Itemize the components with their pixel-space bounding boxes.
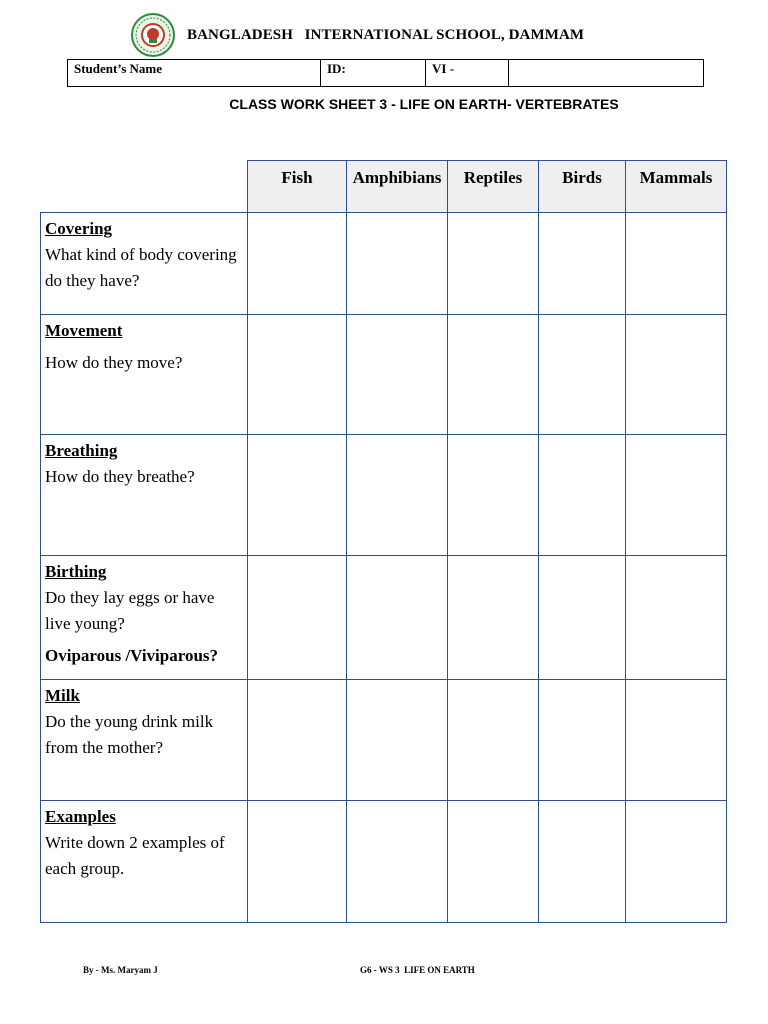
table-row <box>41 435 727 556</box>
column-header-reptiles: Reptiles <box>448 161 539 213</box>
answer-cell-fish[interactable] <box>248 315 347 435</box>
column-header-fish: Fish <box>248 161 347 213</box>
column-header-amphibians: Amphibians <box>347 161 448 213</box>
school-logo-icon <box>130 12 176 58</box>
answer-cell-reptiles[interactable] <box>448 801 539 923</box>
row-header-covering <box>41 213 248 315</box>
answer-cell-birds[interactable] <box>539 213 626 315</box>
answer-cell-reptiles[interactable] <box>448 680 539 801</box>
column-header-birds: Birds <box>539 161 626 213</box>
answer-cell-mammals[interactable] <box>626 680 727 801</box>
student-id-field[interactable]: ID: <box>321 60 426 87</box>
answer-cell-fish[interactable] <box>248 680 347 801</box>
answer-cell-birds[interactable] <box>539 435 626 556</box>
worksheet-title: CLASS WORK SHEET 3 - LIFE ON EARTH- VERTEBRATES <box>229 96 619 112</box>
answer-cell-reptiles[interactable] <box>448 556 539 680</box>
answer-cell-fish[interactable] <box>248 801 347 923</box>
row-label: Milk <box>45 686 80 705</box>
row-header-movement <box>41 315 248 435</box>
row-extra-question: Oviparous /Viviparous? <box>45 646 219 665</box>
answer-cell-amphibians[interactable] <box>347 680 448 801</box>
answer-cell-amphibians[interactable] <box>347 315 448 435</box>
answer-cell-amphibians[interactable] <box>347 556 448 680</box>
answer-cell-reptiles[interactable] <box>448 213 539 315</box>
row-question: Do the young drink milk from the mother? <box>45 712 214 757</box>
answer-cell-mammals[interactable] <box>626 315 727 435</box>
corner-cell <box>41 161 248 213</box>
footer-reference: G6 - WS 3 LIFE ON EARTH <box>360 965 475 975</box>
class-field[interactable]: VI - <box>426 60 509 87</box>
row-question: Write down 2 examples of each group. <box>45 833 225 878</box>
school-name: BANGLADESH INTERNATIONAL SCHOOL, DAMMAM <box>187 27 585 43</box>
answer-cell-mammals[interactable] <box>626 213 727 315</box>
answer-cell-amphibians[interactable] <box>347 435 448 556</box>
answer-cell-amphibians[interactable] <box>347 801 448 923</box>
table-row <box>41 315 727 435</box>
answer-cell-reptiles[interactable] <box>448 315 539 435</box>
answer-cell-mammals[interactable] <box>626 556 727 680</box>
answer-cell-fish[interactable] <box>248 435 347 556</box>
footer-author: By - Ms. Maryam J <box>83 965 158 975</box>
row-header-examples <box>41 801 248 923</box>
answer-cell-fish[interactable] <box>248 556 347 680</box>
answer-cell-birds[interactable] <box>539 801 626 923</box>
vertebrates-table <box>40 160 727 923</box>
answer-cell-fish[interactable] <box>248 213 347 315</box>
column-header-mammals: Mammals <box>626 161 727 213</box>
page-header <box>130 12 690 58</box>
student-name-field[interactable]: Student’s Name <box>68 60 321 87</box>
answer-cell-reptiles[interactable] <box>448 435 539 556</box>
answer-cell-mammals[interactable] <box>626 435 727 556</box>
student-info-table <box>67 59 704 87</box>
table-row <box>41 801 727 923</box>
table-row <box>41 680 727 801</box>
row-label: Examples <box>45 807 116 826</box>
row-question: How do they breathe? <box>45 467 195 486</box>
extra-info-field[interactable] <box>509 60 704 87</box>
answer-cell-amphibians[interactable] <box>347 213 448 315</box>
answer-cell-birds[interactable] <box>539 315 626 435</box>
row-label: Movement <box>45 321 123 340</box>
row-label: Birthing <box>45 562 107 581</box>
table-row <box>41 556 727 680</box>
row-question: Do they lay eggs or have live young? <box>45 588 215 633</box>
row-question: What kind of body covering do they have? <box>45 245 237 290</box>
answer-cell-mammals[interactable] <box>626 801 727 923</box>
row-question: How do they move? <box>45 353 183 372</box>
table-header-row <box>41 161 727 213</box>
row-header-breathing <box>41 435 248 556</box>
row-header-milk <box>41 680 248 801</box>
row-label: Covering <box>45 219 113 238</box>
answer-cell-birds[interactable] <box>539 680 626 801</box>
row-label: Breathing <box>45 441 118 460</box>
table-row <box>41 213 727 315</box>
answer-cell-birds[interactable] <box>539 556 626 680</box>
row-header-birthing <box>41 556 248 680</box>
